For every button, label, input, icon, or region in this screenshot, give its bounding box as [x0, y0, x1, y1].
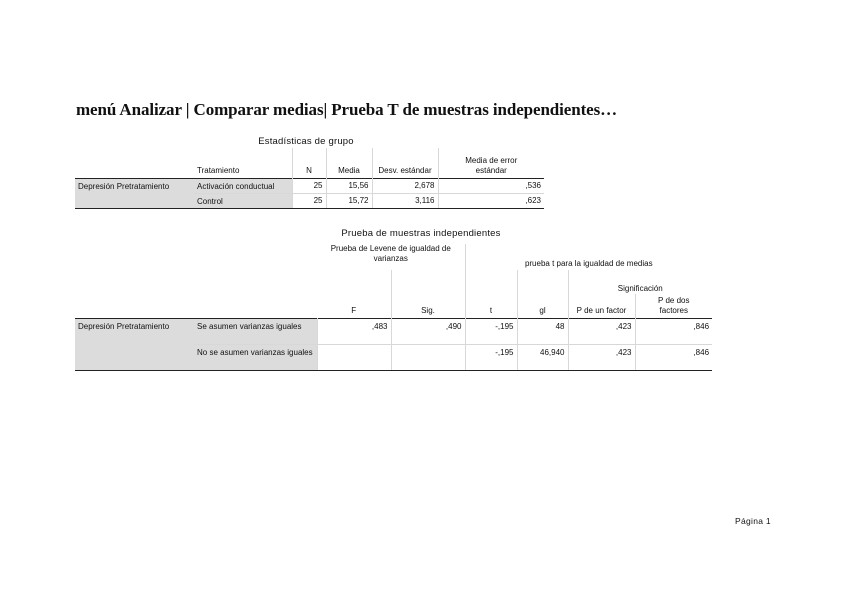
corner-cell — [75, 244, 194, 270]
cell-media: 15,72 — [326, 193, 372, 208]
cell-sig: ,490 — [391, 318, 465, 344]
group-stats-table — [75, 148, 544, 209]
header-ttest: prueba t para la igualdad de medias — [524, 259, 653, 268]
row-label-varianzas-iguales: Se asumen varianzas iguales — [194, 318, 317, 344]
header-sig: Sig. — [391, 270, 465, 318]
corner-cell — [75, 148, 194, 178]
cell-gl: 48 — [517, 318, 568, 344]
header-gl: gl — [517, 270, 568, 318]
cell-media: 15,56 — [326, 178, 372, 193]
header-media-error-line1: Media de error — [465, 155, 518, 165]
row-header-variable: Depresión Pretratamiento — [75, 318, 194, 370]
cell-p-un-factor: ,423 — [568, 344, 635, 370]
cell-sig — [391, 344, 465, 370]
header-media-error — [438, 148, 544, 178]
corner-cell — [194, 244, 317, 270]
header-p-un-factor: P de un factor — [568, 294, 635, 318]
header-media: Media — [326, 148, 372, 178]
header-f: F — [317, 270, 391, 318]
header-t: t — [465, 270, 517, 318]
header-levene: Prueba de Levene de igualdad de varianzas — [317, 244, 465, 270]
header-desv-estandar: Desv. estándar — [372, 148, 438, 178]
group-label: Activación conductual — [194, 178, 292, 193]
cell-desv: 3,116 — [372, 193, 438, 208]
header-tratamiento: Tratamiento — [194, 148, 292, 178]
cell-error: ,623 — [438, 193, 544, 208]
header-media-error-line2: estándar — [475, 165, 507, 175]
cell-n: 25 — [292, 178, 326, 193]
independent-test-table — [75, 244, 712, 371]
page-number: Página 1 — [735, 516, 771, 526]
cell-p-un-factor: ,423 — [568, 318, 635, 344]
cell-n: 25 — [292, 193, 326, 208]
cell-gl: 46,940 — [517, 344, 568, 370]
row-label-varianzas-no-iguales: No se asumen varianzas iguales — [194, 344, 317, 370]
header-significacion: Significación — [617, 284, 663, 293]
row-header-variable: Depresión Pretratamiento — [75, 178, 194, 208]
header-n: N — [292, 148, 326, 178]
cell-t: -,195 — [465, 344, 517, 370]
table-row — [75, 318, 712, 344]
cell-t: -,195 — [465, 318, 517, 344]
cell-f — [317, 344, 391, 370]
cell-error: ,536 — [438, 178, 544, 193]
cell-p-dos-factores: ,846 — [635, 344, 712, 370]
header-p-dos-factores: P de dos factores — [658, 295, 690, 315]
document-heading: menú Analizar | Comparar medias| Prueba T de muestras independientes… — [76, 100, 617, 119]
independent-test-title: Prueba de muestras independientes — [341, 228, 501, 239]
cell-f: ,483 — [317, 318, 391, 344]
group-label: Control — [194, 193, 292, 208]
cell-p-dos-factores: ,846 — [635, 318, 712, 344]
table-row — [75, 178, 544, 193]
cell-desv: 2,678 — [372, 178, 438, 193]
group-stats-title: Estadísticas de grupo — [258, 136, 354, 147]
